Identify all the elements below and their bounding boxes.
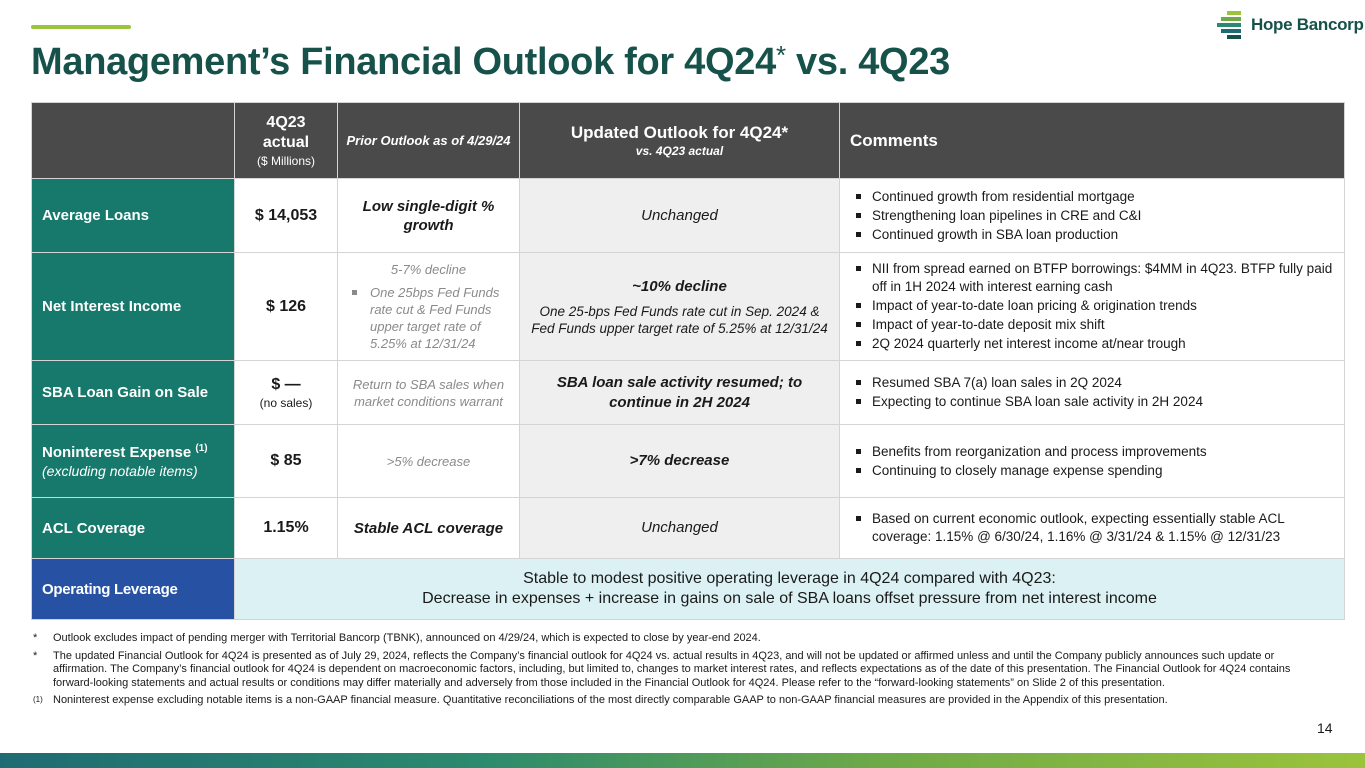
actual-value: $ — [271,375,301,393]
table-row [32,361,1345,425]
row-label-text: Noninterest Expense [42,444,192,461]
company-logo [1217,11,1364,39]
page-title [31,40,950,84]
prior-text: Low single-digit % growth [362,197,495,234]
table-row [32,425,1345,498]
table-row [32,179,1345,253]
row-label-acl-coverage: ACL Coverage [32,498,235,559]
comment-item: Continuing to closely manage expense spending [854,462,1334,480]
operating-leverage-line2: Decrease in expenses + increase in gains on sale of SBA loans offset pressure from net interest income [422,590,1157,607]
header-4q23-actual [235,103,338,179]
updated-text: >7% decrease [629,452,730,469]
comment-item: Expecting to continue SBA loan sale activity in 2H 2024 [854,393,1334,411]
logo-text: Hope Bancorp [1251,15,1364,34]
title-text: Management’s Financial Outlook for 4Q24 [31,41,776,83]
actual-acl-coverage: 1.15% [235,498,338,559]
footnote-text: The updated Financial Outlook for 4Q24 is presented as of July 29, 2024, reflects the Company’s financial outlook for 4Q24 vs. actual results in 4Q23, and will not be updated or affirmed unless and until the Company publicly announces such update or affirmation. The Company’s financial outlook for 4Q24 is dependent on macroeconomic factors, including, but limited to, changes to market interest rates, and reflects expectations as of the date of this presentation. The Financial Outlook for 4Q24 contains forward-looking statements and actual results or conditions may differ materially and adversely from those included in the Financial Outlook for 4Q24. Please refer to the “forward-looking statements” on Slide 2 of this presentation. [53,649,1291,689]
actual-noninterest-expense: $ 85 [235,425,338,498]
updated-average-loans [520,179,840,253]
comments-sba-loan-gain [840,361,1345,425]
footnote-text: Noninterest expense excluding notable items is a non-GAAP financial measure. Quantitative reconciliations of the most directly comparable GAAP to non-GAAP financial measures are provided in the Appendix of this presentation. [53,694,1168,706]
comment-item: Strengthening loan pipelines in CRE and C&I [854,207,1334,225]
footnote-mark: * [33,632,38,644]
header-blank-cell [32,103,235,179]
header-updated-outlook [520,103,840,179]
comments-net-interest-income [840,253,1345,361]
table-row [32,559,1345,620]
row-label-net-interest-income: Net Interest Income [32,253,235,361]
operating-leverage-line1: Stable to modest positive operating leverage in 4Q24 compared with 4Q23: [523,570,1056,587]
prior-noninterest-expense [338,425,520,498]
footnote-text: Outlook excludes impact of pending merger with Territorial Bancorp (TBNK), announced on 4/29/24, which is expected to close by year-end 2024. [53,632,761,644]
updated-acl-coverage [520,498,840,559]
hope-bancorp-logo-icon [1217,11,1247,39]
updated-text: Unchanged [641,206,718,224]
footnote-mark: (1) [33,695,43,704]
prior-net-interest-income [338,253,520,361]
comment-item: Based on current economic outlook, expecting essentially stable ACL coverage: 1.15% @ 6/30/24, 1.16% @ 3/31/24 & 1.15% @ 12/31/23 [854,510,1334,546]
bottom-gradient-band [0,753,1365,768]
updated-text: SBA loan sale activity resumed; to continue in 2H 2024 [556,373,803,411]
updated-text: ~10% decline [632,277,727,295]
comment-item: 2Q 2024 quarterly net interest income at/near trough [854,335,1334,353]
actual-average-loans: $ 14,053 [235,179,338,253]
updated-sba-loan-gain [520,361,840,425]
actual-subtext: (no sales) [259,395,313,410]
comments-average-loans [840,179,1345,253]
comment-item: Benefits from reorganization and process improvements [854,443,1334,461]
updated-net-interest-income [520,253,840,361]
header-actual-line2: actual [262,133,310,151]
comment-item: Continued growth from residential mortgage [854,188,1334,206]
prior-text: >5% decrease [386,453,471,469]
header-comments: Comments [840,103,1345,179]
table-header-row [32,103,1345,179]
comments-acl-coverage [840,498,1345,559]
header-actual-line1: 4Q23 [266,113,306,131]
row-label-subtext: (excluding notable items) [42,463,198,479]
header-prior-outlook [338,103,520,179]
header-actual-unit: ($ Millions) [256,153,315,168]
prior-average-loans [338,179,520,253]
row-label-average-loans: Average Loans [32,179,235,253]
comments-noninterest-expense [840,425,1345,498]
row-label-sba-loan-gain: SBA Loan Gain on Sale [32,361,235,425]
table-row [32,253,1345,361]
table-row [32,498,1345,559]
page-number: 14 [1317,720,1333,736]
prior-acl-coverage [338,498,520,559]
row-label-operating-leverage: Operating Leverage [32,559,235,620]
updated-text: Unchanged [641,519,718,536]
title-asterisk: * [775,40,786,70]
operating-leverage-summary [235,559,1345,620]
updated-subtext: One 25-bps Fed Funds rate cut in Sep. 2024 & Fed Funds upper target rate of 5.25% at 12/31/24 [531,303,828,336]
prior-text: Return to SBA sales when market conditions warrant [352,376,505,409]
footnote-item [33,694,1298,708]
comment-item: Impact of year-to-date deposit mix shift [854,316,1334,334]
comment-item: Impact of year-to-date loan pricing & origination trends [854,297,1334,315]
prior-sba-loan-gain [338,361,520,425]
actual-net-interest-income: $ 126 [235,253,338,361]
footnotes [33,632,1298,712]
prior-bullet: One 25bps Fed Funds rate cut & Fed Funds upper target rate of 5.25% at 12/31/24 [362,284,511,352]
footnote-item [33,632,1298,646]
comment-item: Continued growth in SBA loan production [854,226,1334,244]
prior-text: 5-7% decline [390,262,467,277]
comment-item: NII from spread earned on BTFP borrowings: $4MM in 4Q23. BTFP fully paid off in 1H 2024 with interest earning cash [854,260,1334,296]
header-updated-line1: Updated Outlook for 4Q24* [570,123,789,142]
actual-sba-loan-gain [235,361,338,425]
header-prior-text: Prior Outlook as of 4/29/24 [346,132,511,148]
financial-outlook-table [31,102,1345,620]
header-updated-line2: vs. 4Q23 actual [635,144,724,158]
footnote-mark: * [33,649,38,662]
footnote-ref: (1) [195,443,208,454]
row-label-noninterest-expense [32,425,235,498]
title-accent-bar [31,25,131,29]
footnote-item [33,650,1298,691]
comment-item: Resumed SBA 7(a) loan sales in 2Q 2024 [854,374,1334,392]
prior-text: Stable ACL coverage [353,519,504,537]
title-suffix: vs. 4Q23 [785,41,950,83]
updated-noninterest-expense [520,425,840,498]
